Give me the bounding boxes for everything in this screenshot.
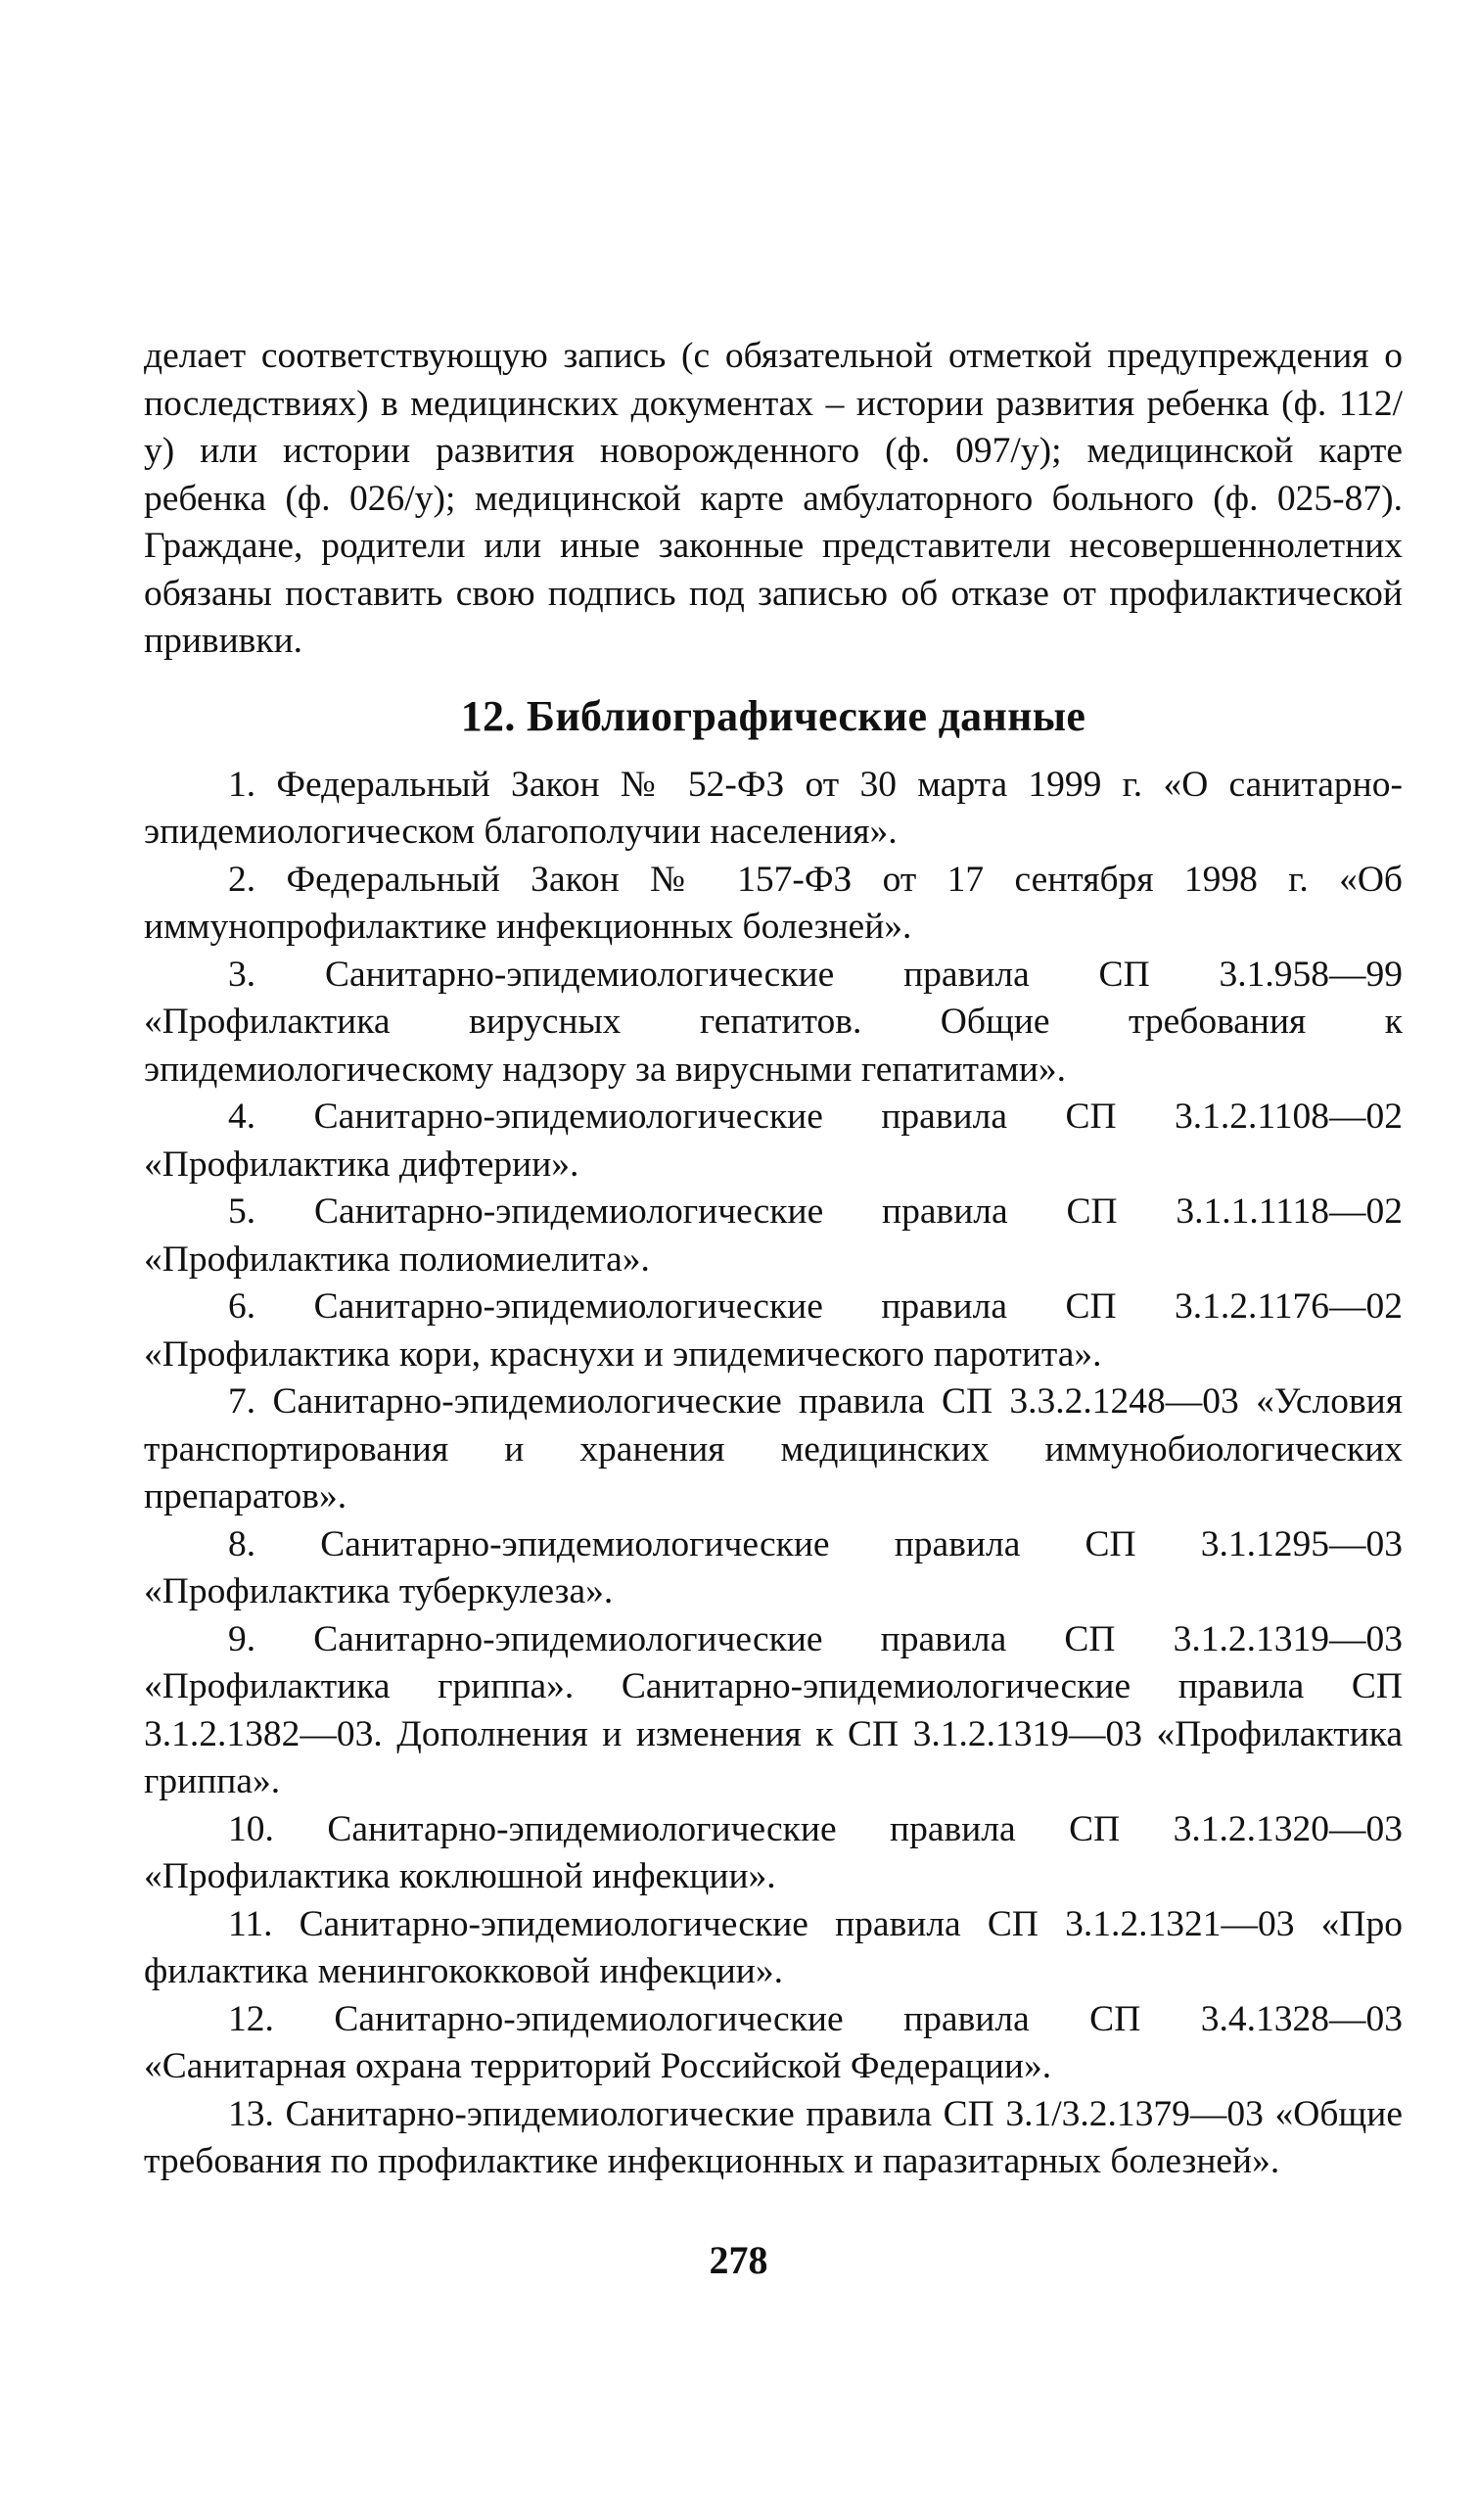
reference-text: Санитарно-эпидемиологические правила СП 3.1.2.1320—03 «Профилактика коклюшной инфекции». [144, 1808, 1404, 1896]
reference-text: Санитарно-эпидемиологические правила СП 3.1.2.1176—02 «Профилактика кори, краснухи и эпидемического паротита». [144, 1286, 1403, 1375]
section-heading: 12. Библиографические данные [460, 691, 1086, 740]
reference-item [144, 1806, 1403, 1901]
reference-item [144, 1189, 1403, 1283]
intro-paragraph: делает соответствующую запись (с обязательной отметкой предупреждения о последствиях) в медицинских документах – истории развития ребенка (ф. 112/у) или истории развития новорожденного (ф. 097/у); медицинской карте ребенка (ф. 026/у); медицинской карте амбулаторного больного (ф. 025-87). Граждане, родители или иные законные представители несовершеннолетних обязаны поставить свою подпись под записью об отказе от профилактической прививки. [144, 336, 1403, 661]
reference-item [144, 1996, 1403, 2091]
reference-item [144, 2091, 1403, 2186]
reference-text: Санитарно-эпидемиологические правила СП 3.1/3.2.1379—03 «Общие требования по профилактике инфекционных и паразитарных болезней». [144, 2093, 1403, 2181]
reference-number: 2. [228, 859, 256, 900]
reference-text: Федеральный Закон № 52-ФЗ от 30 марта 1999 г. «О санитарно-эпидемиологическом благополучии населения». [144, 764, 1403, 852]
reference-text: Санитарно-эпидемиологические правила СП 3.1.958—99 «Профилактика вирусных гепатитов. Общие требования к эпидемиологическому надзору за вирусными гепатитами». [144, 954, 1404, 1090]
reference-item [144, 1283, 1403, 1378]
reference-number: 10. [228, 1808, 274, 1849]
reference-item [144, 1616, 1403, 1806]
reference-text: Федеральный Закон № 157-ФЗ от 17 сентября 1998 г. «Об иммунопрофилактике инфекционных болезней». [144, 859, 1403, 947]
reference-number: 12. [228, 1998, 274, 2039]
reference-item [144, 952, 1403, 1095]
reference-number: 8. [228, 1523, 256, 1564]
reference-number: 13. [228, 2093, 274, 2134]
reference-text: Санитарно-эпидемиологические правила СП 3.1.2.1108—02 «Профилактика дифтерии». [144, 1097, 1403, 1185]
reference-item [144, 762, 1403, 857]
reference-item [144, 1094, 1403, 1189]
reference-number: 3. [228, 954, 256, 995]
reference-item [144, 857, 1403, 952]
document-page [144, 333, 1403, 2186]
reference-text: Санитарно-эпидемиологические правила СП 3.1.2.1319—03 «Профилактика гриппа». Санитарно-эпидемиологические правила СП 3.1.2.1382—03. Дополнения и изменения к СП 3.1.2.1319—03 «Профилактика гриппа». [144, 1618, 1404, 1801]
reference-text: Санитарно-эпидемиологические правила СП 3.3.2.1248—03 «Условия транспортирования и хранения медицинских иммунобиологических препаратов». [144, 1381, 1403, 1517]
reference-text: Санитарно-эпидемиологические правила СП 3.1.1.1118—02 «Профилактика полиомиелита». [144, 1191, 1403, 1280]
reference-item [144, 1378, 1403, 1521]
page-number: 278 [709, 2238, 768, 2282]
reference-number: 11. [228, 1903, 273, 1944]
reference-number: 1. [228, 764, 256, 805]
reference-number: 9. [228, 1618, 256, 1659]
reference-number: 4. [228, 1097, 256, 1137]
reference-text: Санитарно-эпидемиологические правила СП 3.4.1328—03 «Санитарная охрана территорий Российской Федерации». [144, 1998, 1404, 2086]
reference-text: Санитарно-эпидемиологические правила СП 3.1.2.1321—03 «Про филактика менингококковой инфекции». [144, 1903, 1404, 1991]
reference-text: Санитарно-эпидемиологические правила СП 3.1.1295—03 «Профилактика туберкулеза». [144, 1523, 1404, 1611]
reference-number: 5. [228, 1191, 256, 1232]
reference-number: 7. [228, 1381, 256, 1422]
reference-item [144, 1521, 1403, 1616]
reference-item [144, 1901, 1403, 1996]
reference-list [144, 762, 1403, 2186]
reference-number: 6. [228, 1286, 256, 1327]
